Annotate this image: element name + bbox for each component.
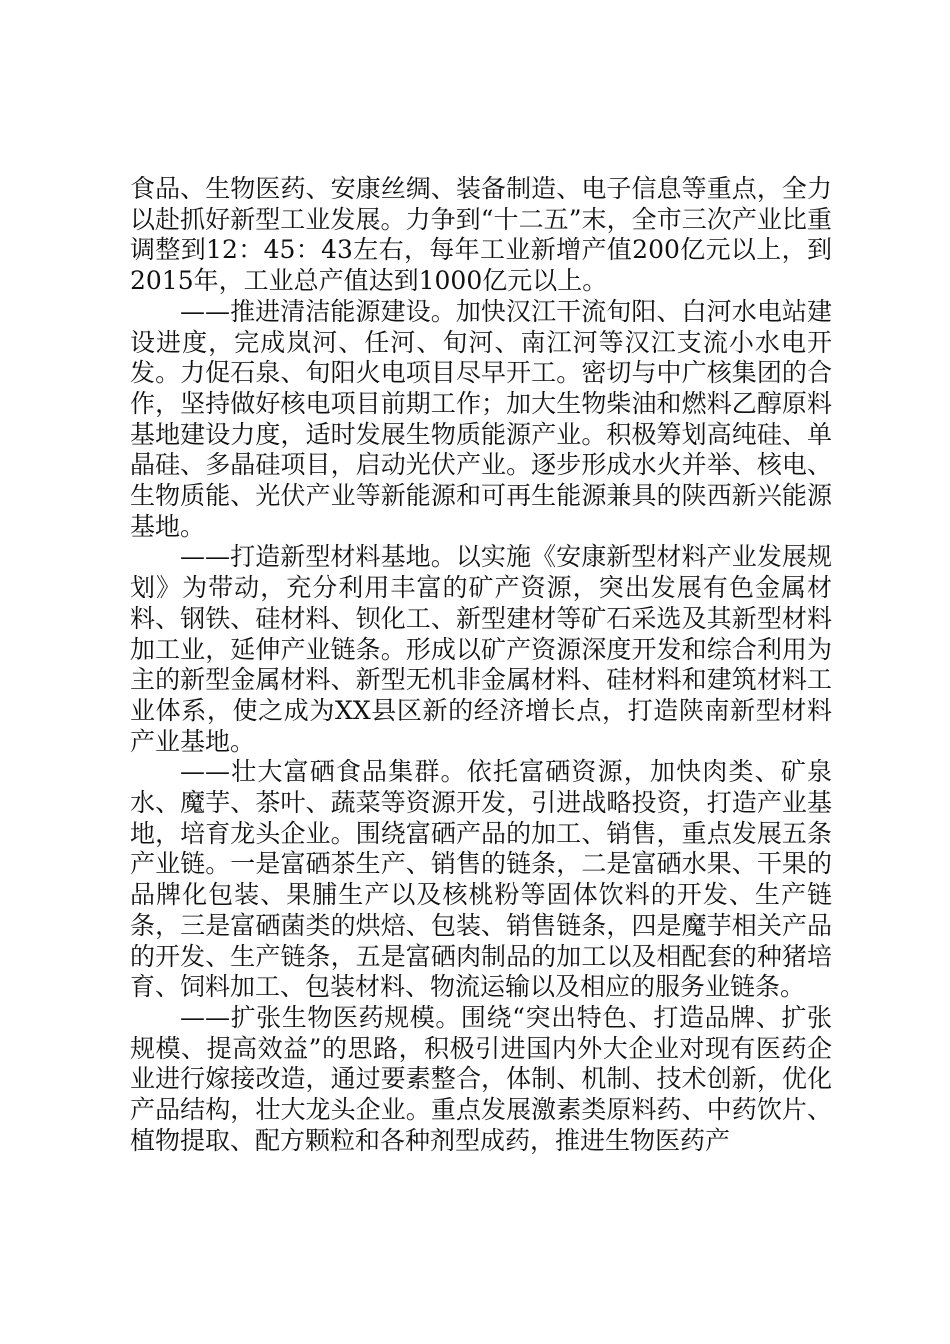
- paragraph-clean-energy: ——推进清洁能源建设。加快汉江干流旬阳、白河水电站建设进度，完成岚河、任河、旬河、南江河等汉江支流小水电开发。力促石泉、旬阳火电项目尽早开工。密切与中广核集团的合作，坚持做好核电项目前期工作；加大生物柴油和燃料乙醇原料基地建设力度，适时发展生物质能源产业。积极筹划高纯硅、单晶硅、多晶硅项目，启动光伏产业。逐步形成水火并举、核电、生物质能、光伏产业等新能源和可再生能源兼具的陕西新兴能源基地。: [130, 296, 832, 541]
- document-body: [130, 174, 832, 1157]
- paragraph-bio-medicine: ——扩张生物医药规模。围绕“突出特色、打造品牌、扩张规模、提高效益”的思路，积极引进国内外大企业对现有医药企业进行嫁接改造，通过要素整合，体制、机制、技术创新，优化产品结构，壮大龙头企业。重点发展激素类原料药、中药饮片、植物提取、配方颗粒和各种剂型成药，推进生物医药产: [130, 1002, 832, 1155]
- paragraph-industry-summary: 食品、生物医药、安康丝绸、装备制造、电子信息等重点，全力以赴抓好新型工业发展。力争到“十二五”末，全市三次产业比重调整到12：45：43左右，每年工业新增产值200亿元以上，到2015年，工业总产值达到1000亿元以上。: [130, 174, 832, 296]
- paragraph-new-materials: ——打造新型材料基地。以实施《安康新型材料产业发展规划》为带动，充分利用丰富的矿产资源，突出发展有色金属材料、钢铁、硅材料、钡化工、新型建材等矿石采选及其新型材料加工业，延伸产业链条。形成以矿产资源深度开发和综合利用为主的新型金属材料、新型无机非金属材料、硅材料和建筑材料工业体系，使之成为XX县区新的经济增长点，打造陕南新型材料产业基地。: [130, 542, 832, 756]
- paragraph-selenium-food: ——壮大富硒食品集群。依托富硒资源，加快肉类、矿泉水、魔芋、茶叶、蔬菜等资源开发，引进战略投资，打造产业基地，培育龙头企业。围绕富硒产品的加工、销售，重点发展五条产业链。一是富硒茶生产、销售的链条，二是富硒水果、干果的品牌化包装、果脯生产以及核桃粉等固体饮料的开发、生产链条，三是富硒菌类的烘焙、包装、销售链条，四是魔芋相关产品的开发、生产链条，五是富硒肉制品的加工以及相配套的种猪培育、饲料加工、包装材料、物流运输以及相应的服务业链条。: [130, 757, 832, 1002]
